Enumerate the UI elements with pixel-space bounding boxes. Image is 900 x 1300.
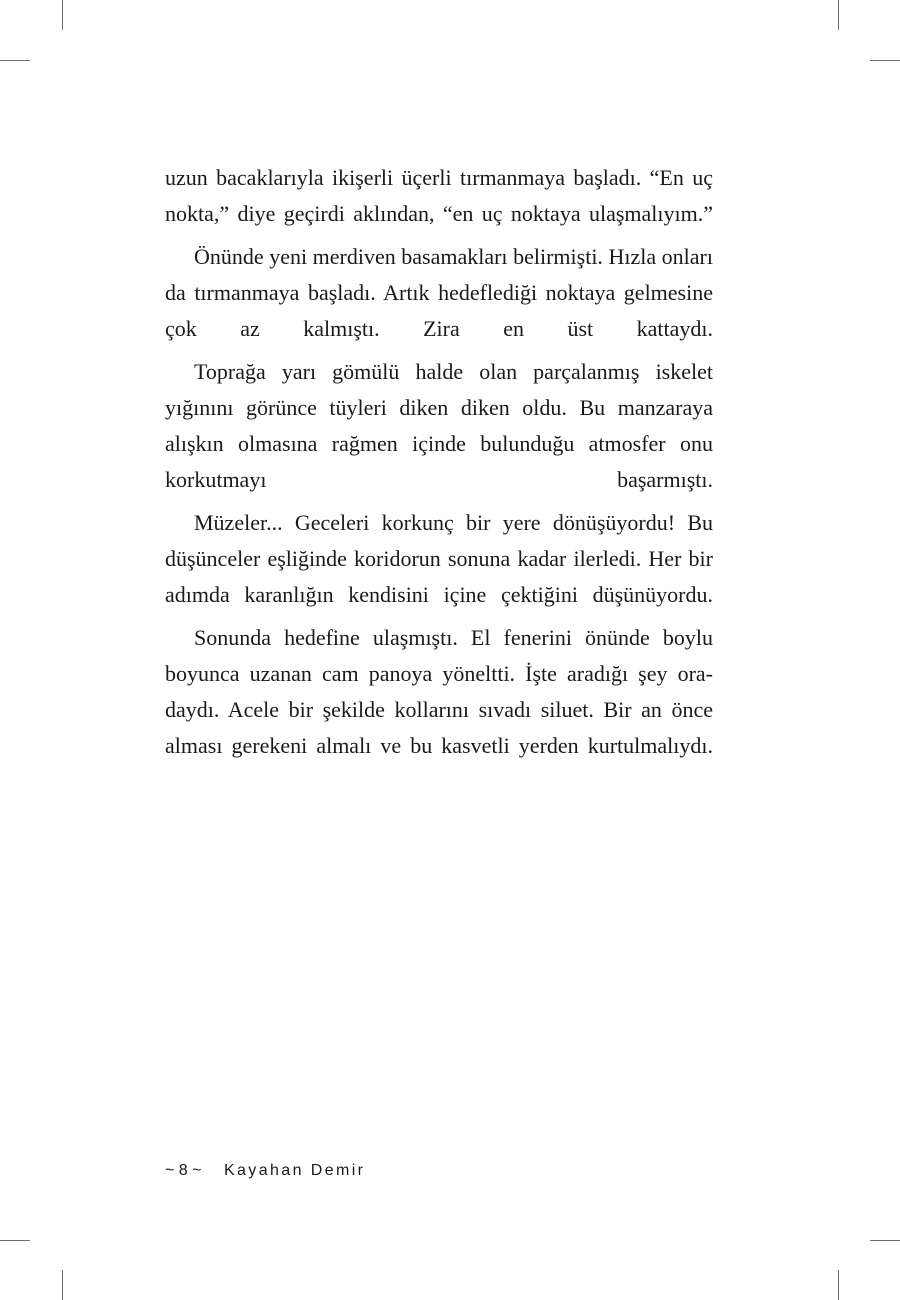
paragraph-2: Önünde yeni merdiven basamakları belirmişti. Hızla onları da tırmanmaya başladı. Artık hedeflediği noktaya gelmesine çok az kalmıştı. Zira en üst kattaydı. — [165, 244, 713, 341]
crop-mark-bottom-left-vertical — [62, 1270, 63, 1300]
page-footer — [165, 1162, 365, 1180]
paragraph-5: Sonunda hedefine ulaşmıştı. El fenerini önünde boylu boyunca uzanan cam panoya yöneltti. İşte aradığı şey ora-daydı. Acele bir şekilde kollarını sıvadı siluet. Bir an önce alması gerekeni almalı ve bu kasvetli yerden kurtulmalıydı. — [165, 625, 713, 758]
crop-mark-bottom-right-horizontal — [870, 1240, 900, 1241]
crop-mark-top-right-horizontal — [870, 60, 900, 61]
crop-mark-top-left-horizontal — [0, 60, 30, 61]
paragraph-3: Toprağa yarı gömülü halde olan parçalanmış iskelet yığınını görünce tüyleri diken diken oldu. Bu manzaraya alışkın olmasına rağmen içinde bulunduğu atmosfer onu korkutmayı başarmıştı. — [165, 359, 713, 492]
page-number: ~ 8 ~ — [165, 1162, 202, 1179]
body-text — [165, 160, 713, 771]
paragraph-4: Müzeler... Geceleri korkunç bir yere dönüşüyordu! Bu düşünceler eşliğinde koridorun sonuna kadar ilerledi. Her bir adımda karanlığın kendisini içine çektiğini düşünüyordu. — [165, 510, 713, 607]
author-name: Kayahan Demir — [223, 1162, 366, 1179]
paragraph-1: uzun bacaklarıyla ikişerli üçerli tırmanmaya başladı. “En uç nokta,” diye geçirdi aklından, “en uç noktaya ulaşmalıyım.” — [165, 165, 713, 226]
crop-mark-top-right-vertical — [838, 0, 839, 30]
crop-mark-bottom-left-horizontal — [0, 1240, 30, 1241]
crop-mark-bottom-right-vertical — [838, 1270, 839, 1300]
crop-mark-top-left-vertical — [62, 0, 63, 30]
